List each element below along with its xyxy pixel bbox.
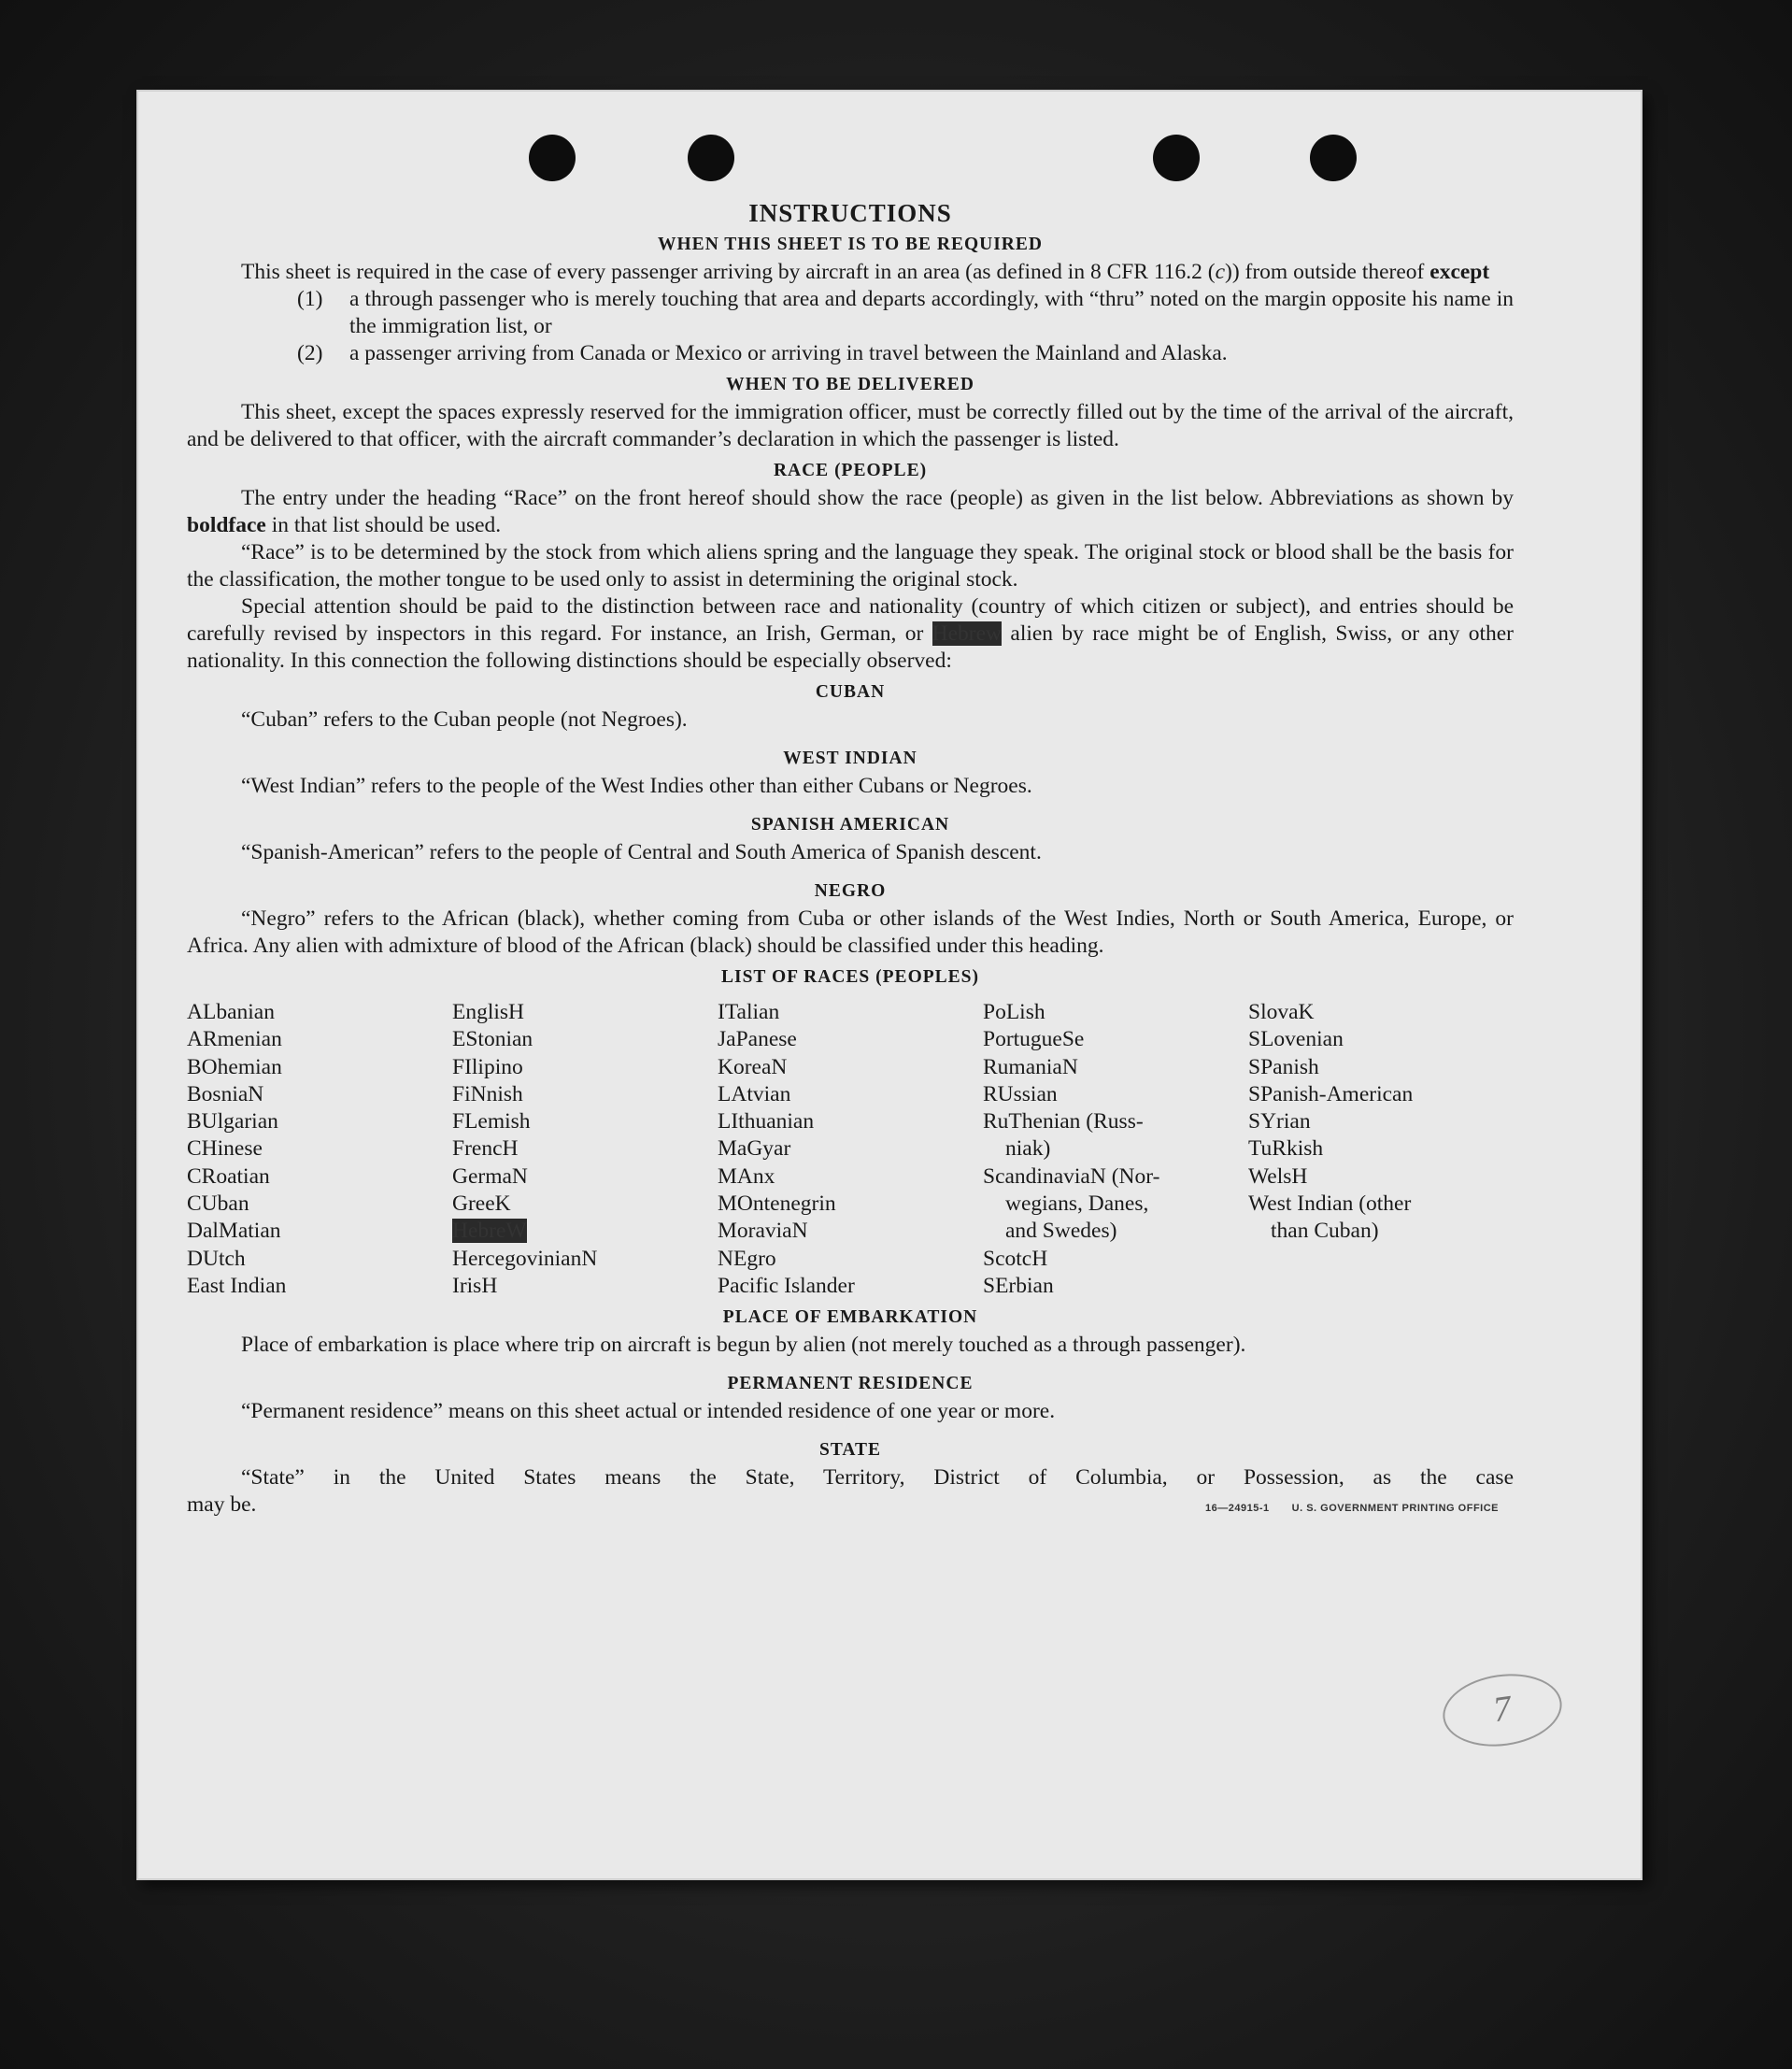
section-heading-spanish-american: SPANISH AMERICAN <box>750 815 950 835</box>
race-entry: IrisH <box>452 1273 498 1298</box>
section-heading-negro: NEGRO <box>814 881 887 901</box>
race-entry: LIthuanian <box>718 1109 815 1134</box>
race-entry: PortugueSe <box>983 1027 1085 1052</box>
race-entry: SlovaK <box>1248 1000 1315 1024</box>
section-heading-west-indian: WEST INDIAN <box>783 749 917 768</box>
race-entry: JaPanese <box>718 1027 797 1052</box>
race-paragraph-3: Special attention should be paid to the distinction between race and nationality (country of which citizen or subject), and entries should be carefully revised by inspectors in this regard. For instance, an Irish, German, or Hebrew alien by race might be of English, Swiss, or any other nationality. In this connection the following distinctions should be especially observed: <box>187 594 1514 673</box>
race-paragraph-1: The entry under the heading “Race” on the front hereof should show the race (people) as given in the list below. Abbreviations as shown by boldface in that list should be used. <box>187 486 1514 537</box>
required-intro: This sheet is required in the case of every passenger arriving by aircraft in an area (as defined in 8 CFR 116.2 (c)) from outside thereof except <box>241 260 1490 284</box>
race-entry: ALbanian <box>187 1000 275 1024</box>
required-item-1: (1) a through passenger who is merely touching that area and departs accordingly, with “thru” noted on the margin opposite his name in the immigration list, or <box>297 287 1514 338</box>
races-column-1 <box>187 999 452 1300</box>
race-entry: FiNnish <box>452 1081 523 1106</box>
race-entry: GreeK <box>452 1191 511 1217</box>
race-entry: RumaniaN <box>983 1054 1078 1079</box>
race-entry: BUlgarian <box>187 1109 278 1134</box>
race-entry: FIlipino <box>452 1054 523 1079</box>
print-code: 16—24915-1 U. S. GOVERNMENT PRINTING OFFICE <box>1205 1503 1499 1515</box>
race-entry: CHinese <box>187 1136 263 1162</box>
race-entry: CUban <box>187 1191 249 1217</box>
race-entry: West Indian (other <box>1248 1191 1412 1217</box>
race-entry: DUtch <box>187 1246 246 1271</box>
race-entry: SErbian <box>983 1273 1054 1298</box>
document-title: INSTRUCTIONS <box>748 199 952 227</box>
race-entry-continued: and Swedes) <box>1005 1219 1117 1244</box>
race-entry: MoraviaN <box>718 1219 808 1244</box>
west-indian-text: “West Indian” refers to the people of the West Indies other than either Cubans or Negroes. <box>241 774 1032 798</box>
race-entry-continued: niak) <box>1005 1136 1051 1162</box>
race-entry: KoreaN <box>718 1054 788 1079</box>
race-entry: NEgro <box>718 1246 776 1271</box>
document-footer <box>187 1491 1514 1522</box>
punch-hole <box>1310 135 1357 181</box>
race-entry: WelsH <box>1248 1163 1308 1189</box>
section-heading-race: RACE (PEOPLE) <box>773 461 928 480</box>
race-entry: FLemish <box>452 1109 531 1134</box>
race-entry: FrencH <box>452 1136 519 1162</box>
race-entry: EnglisH <box>452 1000 525 1024</box>
race-entry: MAnx <box>718 1163 775 1189</box>
section-heading-races: LIST OF RACES (PEOPLES) <box>720 967 979 987</box>
race-entry: PoLish <box>983 1000 1045 1024</box>
punch-hole <box>529 135 576 181</box>
embarkation-text: Place of embarkation is place where trip on aircraft is begun by alien (not merely touched as a through passenger). <box>241 1333 1246 1358</box>
race-entry: SYrian <box>1248 1109 1311 1134</box>
race-entry: GermaN <box>452 1163 528 1189</box>
races-column-5 <box>1248 999 1514 1300</box>
section-heading-cuban: CUBAN <box>815 682 886 702</box>
race-entry: HercegovinianN <box>452 1246 598 1271</box>
race-entry: SPanish <box>1248 1054 1319 1079</box>
section-heading-embarkation: PLACE OF EMBARKATION <box>722 1307 978 1328</box>
race-entry: East Indian <box>187 1273 287 1298</box>
punch-hole <box>688 135 734 181</box>
state-text-end: may be. <box>187 1492 257 1518</box>
race-entry-struck: HebreW <box>452 1219 527 1244</box>
races-column-3 <box>718 999 983 1300</box>
race-entry: ScandinaviaN (Nor- <box>983 1163 1160 1189</box>
section-heading-required: WHEN THIS SHEET IS TO BE REQUIRED <box>658 235 1043 254</box>
race-entry-continued: than Cuban) <box>1271 1219 1379 1244</box>
race-entry: LAtvian <box>718 1081 791 1106</box>
negro-text: “Negro” refers to the African (black), whether coming from Cuba or other islands of the West Indies, North or South America, Europe, or Africa. Any alien with admixture of blood of the African (black) should be classified under this heading. <box>187 906 1514 958</box>
race-entry: TuRkish <box>1248 1136 1324 1162</box>
section-heading-delivered: WHEN TO BE DELIVERED <box>726 375 974 394</box>
document-page <box>136 90 1643 1880</box>
race-paragraph-2: “Race” is to be determined by the stock from which aliens spring and the language they speak. The original stock or blood shall be the basis for the classification, the mother tongue to be used only to assist in determining the original stock. <box>187 540 1514 592</box>
printer-name: U. S. GOVERNMENT PRINTING OFFICE <box>1291 1503 1499 1515</box>
race-entry: ScotcH <box>983 1246 1048 1271</box>
section-heading-residence: PERMANENT RESIDENCE <box>727 1374 974 1394</box>
section-heading-state: STATE <box>818 1440 882 1461</box>
document-body <box>187 200 1514 1522</box>
race-entry: ARmenian <box>187 1027 282 1052</box>
race-entry-continued: wegians, Danes, <box>1005 1191 1149 1217</box>
spanish-american-text: “Spanish-American” refers to the people of Central and South America of Spanish descent. <box>241 840 1042 864</box>
races-column-2 <box>452 999 718 1300</box>
state-text: “State” in the United States means the State, Territory, District of Columbia, or Possession, as the case <box>241 1465 1514 1491</box>
struck-word: Hebrew <box>932 621 1003 646</box>
race-entry: MOntenegrin <box>718 1191 836 1217</box>
race-entry: Pacific Islander <box>718 1273 855 1298</box>
race-entry: RuThenian (Russ- <box>983 1109 1144 1134</box>
race-entry: ITalian <box>718 1000 780 1024</box>
residence-text: “Permanent residence” means on this sheet actual or intended residence of one year or more. <box>241 1399 1056 1424</box>
race-entry: EStonian <box>452 1027 533 1052</box>
race-entry: RUssian <box>983 1081 1058 1106</box>
race-entry: SLovenian <box>1248 1027 1344 1052</box>
races-column-4 <box>983 999 1248 1300</box>
race-entry: BOhemian <box>187 1054 282 1079</box>
punch-hole <box>1153 135 1200 181</box>
race-entry: MaGyar <box>718 1136 791 1162</box>
handwritten-stamp: 7 <box>1438 1666 1566 1753</box>
races-list <box>187 999 1514 1300</box>
cuban-text: “Cuban” refers to the Cuban people (not Negroes). <box>241 707 688 732</box>
race-entry: SPanish-American <box>1248 1081 1414 1106</box>
race-entry: BosniaN <box>187 1081 264 1106</box>
race-entry: CRoatian <box>187 1163 270 1189</box>
race-entry: DalMatian <box>187 1219 281 1244</box>
required-item-2: (2) a passenger arriving from Canada or Mexico or arriving in travel between the Mainland and Alaska. <box>297 341 1228 365</box>
delivered-text: This sheet, except the spaces expressly reserved for the immigration officer, must be correctly filled out by the time of the arrival of the aircraft, and be delivered to that officer, with the aircraft commander’s declaration in which the passenger is listed. <box>187 400 1514 451</box>
